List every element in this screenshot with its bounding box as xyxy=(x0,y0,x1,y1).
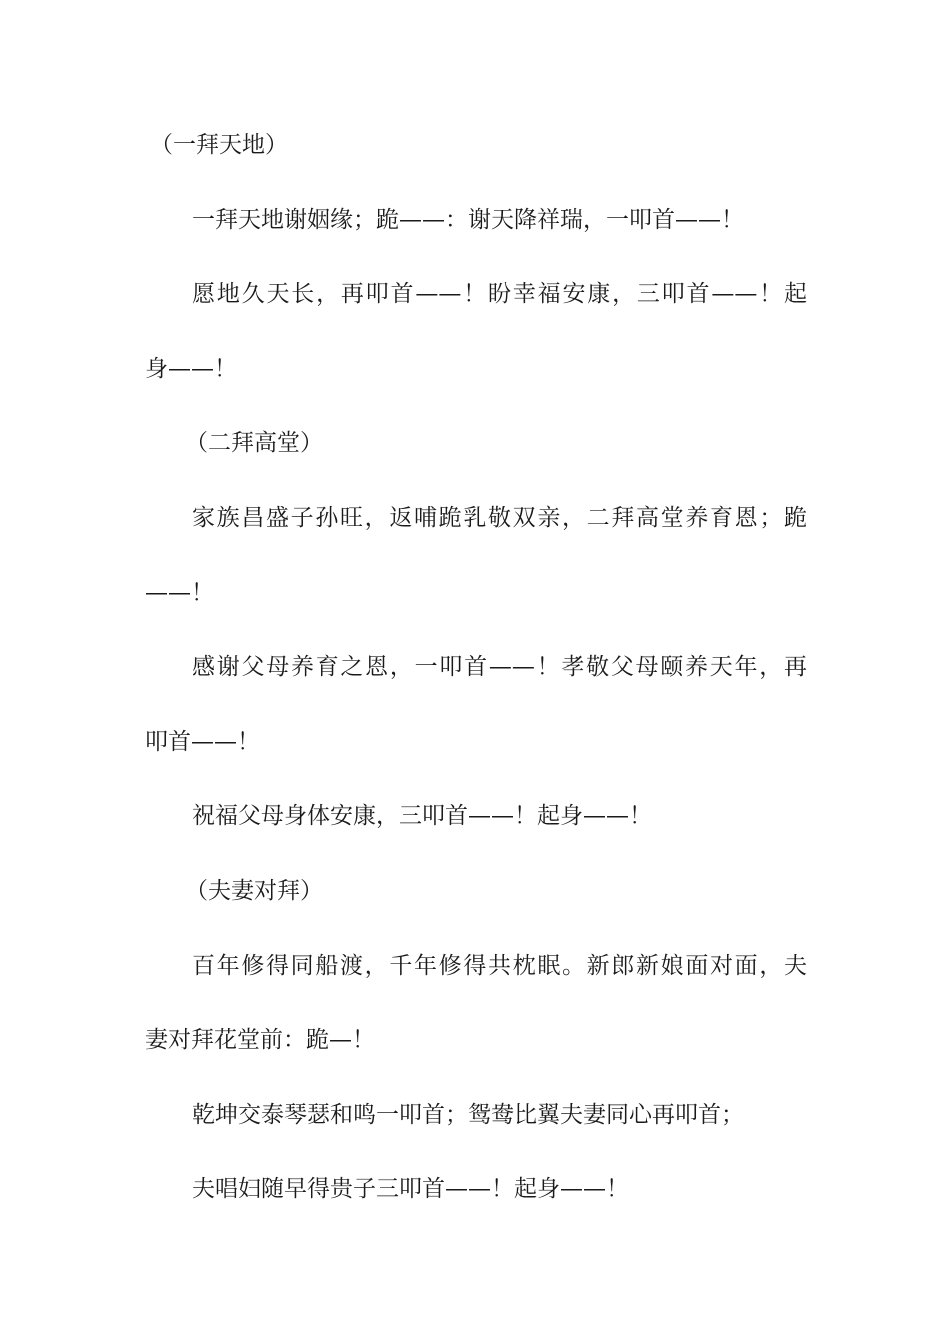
paragraph-line: 身——！ xyxy=(145,355,237,382)
line-gap xyxy=(145,388,807,425)
paragraph-line: 百年修得同船渡，千年修得共枕眠。新郎新娘面对面，夫 xyxy=(192,952,807,979)
section-heading-first-bow: （一拜天地） xyxy=(150,132,288,158)
paragraph-line: 家族昌盛子孙旺，返哺跪乳敬双亲，二拜高堂养育恩；跪 xyxy=(192,504,807,531)
line-gap xyxy=(145,537,807,574)
paragraph-line: 叩首——！ xyxy=(145,728,260,755)
section-heading-couple-bow: （夫妻对拜） xyxy=(185,877,323,904)
line-gap xyxy=(145,164,807,201)
line-gap xyxy=(145,313,807,350)
line-gap xyxy=(145,985,807,1022)
line-gap xyxy=(145,239,807,276)
line-gap xyxy=(145,836,807,873)
line-gap xyxy=(145,612,807,649)
paragraph-line: ——！ xyxy=(145,579,214,606)
paragraph-line: 愿地久天长，再叩首——！盼幸福安康，三叩首——！起 xyxy=(192,281,807,308)
line-gap xyxy=(145,761,807,798)
line-gap xyxy=(145,686,807,723)
line-gap xyxy=(145,1059,807,1096)
line-gap xyxy=(145,910,807,947)
paragraph-line: 乾坤交泰琴瑟和鸣一叩首；鸳鸯比翼夫妻同心再叩首； xyxy=(192,1101,744,1128)
line-gap xyxy=(145,463,807,500)
paragraph-line: 祝福父母身体安康，三叩首——！起身——！ xyxy=(192,803,652,830)
paragraph-line: 一拜天地谢姻缘；跪——：谢天降祥瑞，一叩首——！ xyxy=(192,206,744,233)
line-gap xyxy=(145,1134,807,1171)
paragraph-line: 妻对拜花堂前：跪—！ xyxy=(145,1027,375,1054)
document-body xyxy=(145,127,807,1209)
section-heading-second-bow: （二拜高堂） xyxy=(185,430,323,457)
paragraph-line: 夫唱妇随早得贵子三叩首——！起身——！ xyxy=(192,1176,629,1203)
paragraph-line: 感谢父母养育之恩，一叩首——！孝敬父母颐养天年，再 xyxy=(192,654,807,681)
